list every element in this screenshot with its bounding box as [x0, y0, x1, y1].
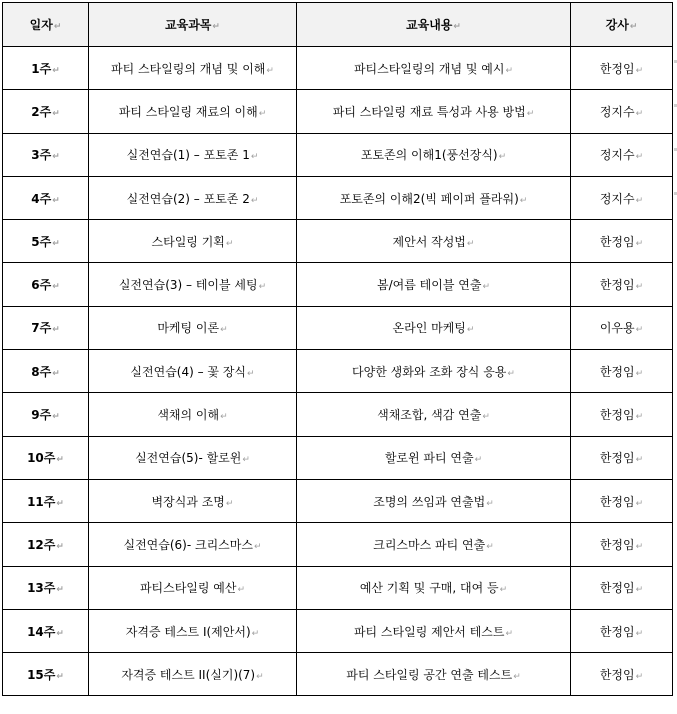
cell-mark: ↵: [52, 325, 60, 336]
week-cell-text: 12주: [27, 537, 56, 552]
cell-mark: ↵: [225, 498, 234, 509]
header-week: [3, 3, 89, 47]
course-cell-text: 실전연습(3) – 테이블 세팅: [118, 278, 258, 293]
header-content: [297, 3, 571, 47]
instructor-cell: [571, 90, 673, 133]
week-cell-text: 7주: [31, 321, 52, 336]
course-cell-text: 실전연습(1) – 포토존 1: [126, 148, 250, 163]
instructor-cell-text: 정지수: [599, 148, 635, 163]
content-cell: [297, 47, 571, 90]
week-cell: [3, 479, 89, 522]
cell-mark: ↵: [635, 412, 644, 423]
course-cell: [89, 263, 297, 306]
content-cell: [297, 133, 571, 176]
cell-mark: ↵: [56, 585, 64, 596]
table-row: [3, 479, 673, 522]
week-cell-text: 15주: [27, 667, 56, 682]
content-cell-text: 파티 스타일링 재료 특성과 사용 방법: [332, 104, 526, 119]
instructor-cell-text: 한정임: [599, 451, 635, 466]
course-cell-text: 파티스타일링 예산: [139, 581, 237, 596]
week-cell-text: 6주: [31, 278, 52, 293]
course-cell: [89, 176, 297, 219]
cell-mark: ↵: [250, 152, 259, 163]
cell-mark: ↵: [482, 412, 490, 423]
cell-mark: ↵: [635, 455, 644, 466]
content-cell: [297, 523, 571, 566]
instructor-cell-text: 한정임: [599, 278, 635, 293]
instructor-cell-text: 한정임: [599, 61, 635, 76]
table-row: [3, 133, 673, 176]
header-week-label: 일자: [29, 18, 53, 32]
instructor-cell-text: 한정임: [599, 581, 635, 596]
week-cell: [3, 90, 89, 133]
course-cell: [89, 220, 297, 263]
week-cell: [3, 263, 89, 306]
instructor-cell: [571, 609, 673, 652]
content-cell: [297, 263, 571, 306]
cell-mark: ↵: [242, 455, 250, 466]
header-row: [3, 3, 673, 47]
week-cell: [3, 220, 89, 263]
week-cell-text: 4주: [31, 191, 52, 206]
course-cell: [89, 566, 297, 609]
week-cell: [3, 436, 89, 479]
course-cell-text: 실전연습(2) – 포토존 2: [126, 191, 250, 206]
cell-mark: ↵: [635, 498, 644, 509]
cell-mark: ↵: [52, 152, 60, 163]
instructor-cell: [571, 263, 673, 306]
table-row: [3, 350, 673, 393]
course-cell: [89, 47, 297, 90]
cell-mark: ↵: [453, 22, 461, 32]
week-cell: [3, 609, 89, 652]
cell-mark: ↵: [56, 455, 64, 466]
cell-mark: ↵: [635, 585, 644, 596]
content-cell-text: 포토존의 이해2(빅 페이퍼 플라워): [339, 191, 519, 206]
content-cell-text: 파티 스타일링 공간 연출 테스트: [346, 667, 513, 682]
instructor-cell-text: 한정임: [599, 364, 635, 379]
content-cell: [297, 436, 571, 479]
cell-mark: ↵: [505, 65, 514, 76]
content-cell-text: 포토존의 이해1(풍선장식): [360, 148, 498, 163]
cell-mark: ↵: [220, 412, 228, 423]
instructor-cell: [571, 306, 673, 349]
cell-mark: ↵: [635, 152, 644, 163]
table-row: [3, 263, 673, 306]
cell-mark: ↵: [258, 108, 267, 119]
cell-mark: ↵: [482, 282, 490, 293]
course-cell: [89, 436, 297, 479]
week-cell-text: 2주: [31, 104, 52, 119]
week-cell-text: 1주: [31, 61, 52, 76]
cell-mark: ↵: [253, 541, 262, 552]
header-course-label: 교육과목: [165, 18, 212, 32]
cell-mark: ↵: [220, 325, 228, 336]
cell-mark: ↵: [635, 108, 644, 119]
week-cell-text: 5주: [31, 234, 52, 249]
instructor-cell-text: 한정임: [599, 624, 635, 639]
table-row: [3, 609, 673, 652]
week-cell: [3, 566, 89, 609]
instructor-cell-text: 정지수: [599, 104, 635, 119]
cell-mark: ↵: [466, 325, 475, 336]
instructor-cell-text: 한정임: [599, 234, 635, 249]
cell-mark: ↵: [247, 368, 255, 379]
instructor-cell: [571, 566, 673, 609]
content-cell-text: 크리스마스 파티 연출: [373, 537, 486, 552]
week-cell: [3, 350, 89, 393]
course-cell-text: 파티 스타일링 재료의 이해: [118, 104, 258, 119]
course-cell-text: 마케팅 이론: [157, 321, 220, 336]
table-row: [3, 436, 673, 479]
cell-mark: ↵: [251, 628, 260, 639]
table-row: [3, 306, 673, 349]
table-row: [3, 566, 673, 609]
table-row: [3, 393, 673, 436]
cell-mark: ↵: [635, 282, 644, 293]
cell-mark: ↵: [635, 238, 644, 249]
cell-mark: ↵: [486, 541, 494, 552]
content-cell-text: 예산 기획 및 구매, 대여 등: [359, 581, 499, 596]
cell-mark: ↵: [52, 282, 60, 293]
content-cell-text: 할로윈 파티 연출: [384, 451, 474, 466]
course-cell-text: 파티 스타일링의 개념 및 이해: [111, 61, 266, 76]
course-cell-text: 색채의 이해: [157, 408, 220, 423]
course-cell: [89, 653, 297, 696]
week-cell: [3, 393, 89, 436]
cell-mark: ↵: [635, 325, 644, 336]
cell-mark: ↵: [519, 195, 528, 206]
week-cell-text: 10주: [27, 451, 56, 466]
cell-mark: ↵: [53, 22, 62, 32]
content-cell-text: 조명의 쓰임과 연출법: [373, 494, 486, 509]
week-cell: [3, 653, 89, 696]
course-cell: [89, 90, 297, 133]
content-cell: [297, 393, 571, 436]
week-cell: [3, 523, 89, 566]
header-course: [89, 3, 297, 47]
cell-mark: ↵: [266, 65, 274, 76]
cell-mark: ↵: [526, 108, 535, 119]
cell-mark: ↵: [56, 628, 64, 639]
cell-mark: ↵: [256, 671, 264, 682]
cell-mark: ↵: [474, 455, 483, 466]
table-row: [3, 523, 673, 566]
cell-mark: ↵: [635, 671, 644, 682]
week-cell-text: 14주: [27, 624, 56, 639]
week-cell: [3, 176, 89, 219]
cell-mark: ↵: [635, 195, 644, 206]
cell-mark: ↵: [629, 22, 638, 32]
table-row: [3, 653, 673, 696]
content-cell-text: 색채조합, 색감 연출: [377, 408, 482, 423]
cell-mark: ↵: [513, 671, 521, 682]
header-content-label: 교육내용: [406, 18, 453, 32]
week-cell-text: 3주: [31, 148, 52, 163]
content-cell: [297, 653, 571, 696]
course-cell-text: 실전연습(4) – 꽃 장식: [130, 364, 247, 379]
course-cell-text: 스타일링 기획: [151, 234, 225, 249]
content-cell-text: 봄/여름 테이블 연출: [377, 278, 482, 293]
cell-mark: ↵: [507, 368, 515, 379]
content-cell: [297, 479, 571, 522]
cell-mark: ↵: [225, 238, 234, 249]
content-cell: [297, 220, 571, 263]
schedule-table: [2, 2, 673, 696]
week-cell: [3, 133, 89, 176]
instructor-cell: [571, 350, 673, 393]
cell-mark: ↵: [498, 152, 507, 163]
course-cell: [89, 393, 297, 436]
cell-mark: ↵: [52, 238, 60, 249]
cell-mark: ↵: [635, 541, 644, 552]
instructor-cell-text: 한정임: [599, 494, 635, 509]
cell-mark: ↵: [52, 195, 60, 206]
cell-mark: ↵: [52, 368, 60, 379]
instructor-cell: [571, 653, 673, 696]
instructor-cell: [571, 523, 673, 566]
header-instructor-label: 강사: [605, 18, 629, 32]
course-cell: [89, 479, 297, 522]
table-row: [3, 90, 673, 133]
course-cell: [89, 350, 297, 393]
instructor-cell: [571, 133, 673, 176]
week-cell: [3, 47, 89, 90]
instructor-cell-text: 한정임: [599, 408, 635, 423]
week-cell-text: 9주: [31, 408, 52, 423]
cell-mark: ↵: [237, 585, 246, 596]
course-cell-text: 자격증 테스트 I(제안서): [125, 624, 251, 639]
course-cell: [89, 133, 297, 176]
cell-mark: ↵: [635, 65, 644, 76]
content-cell: [297, 350, 571, 393]
instructor-cell: [571, 436, 673, 479]
table-row: [3, 176, 673, 219]
content-cell: [297, 176, 571, 219]
content-cell-text: 제안서 작성법: [392, 234, 466, 249]
cell-mark: ↵: [56, 498, 64, 509]
cell-mark: ↵: [258, 282, 267, 293]
course-cell-text: 실전연습(6)- 크리스마스: [123, 537, 253, 552]
cell-mark: ↵: [52, 65, 60, 76]
header-instructor: [571, 3, 673, 47]
cell-mark: ↵: [505, 628, 514, 639]
content-cell: [297, 306, 571, 349]
cell-mark: ↵: [635, 368, 644, 379]
instructor-cell-text: 정지수: [599, 191, 635, 206]
instructor-cell: [571, 47, 673, 90]
cell-mark: ↵: [499, 585, 508, 596]
content-cell-text: 온라인 마케팅: [392, 321, 466, 336]
course-cell: [89, 523, 297, 566]
course-cell-text: 자격증 테스트 II(실기)(7): [121, 667, 256, 682]
instructor-cell: [571, 479, 673, 522]
course-cell: [89, 306, 297, 349]
instructor-cell-text: 한정임: [599, 667, 635, 682]
course-cell-text: 벽장식과 조명: [151, 494, 225, 509]
content-cell-text: 파티 스타일링 제안서 테스트: [353, 624, 505, 639]
cell-mark: ↵: [56, 541, 64, 552]
instructor-cell: [571, 220, 673, 263]
table-row: [3, 47, 673, 90]
content-cell-text: 다양한 생화와 조화 장식 응용: [352, 364, 507, 379]
instructor-cell: [571, 393, 673, 436]
cell-mark: ↵: [250, 195, 259, 206]
cell-mark: ↵: [212, 22, 220, 32]
content-cell: [297, 566, 571, 609]
cell-mark: ↵: [466, 238, 475, 249]
instructor-cell-text: 한정임: [599, 537, 635, 552]
instructor-cell: [571, 176, 673, 219]
content-cell: [297, 90, 571, 133]
cell-mark: ↵: [486, 498, 494, 509]
course-cell: [89, 609, 297, 652]
cell-mark: ↵: [52, 108, 60, 119]
week-cell: [3, 306, 89, 349]
table-row: [3, 220, 673, 263]
cell-mark: ↵: [635, 628, 644, 639]
course-cell-text: 실전연습(5)- 할로윈: [135, 451, 242, 466]
content-cell: [297, 609, 571, 652]
content-cell-text: 파티스타일링의 개념 및 예시: [353, 61, 505, 76]
cell-mark: ↵: [52, 412, 60, 423]
instructor-cell-text: 이우용: [599, 321, 635, 336]
week-cell-text: 8주: [31, 364, 52, 379]
week-cell-text: 11주: [27, 494, 56, 509]
week-cell-text: 13주: [27, 581, 56, 596]
cell-mark: ↵: [56, 671, 64, 682]
